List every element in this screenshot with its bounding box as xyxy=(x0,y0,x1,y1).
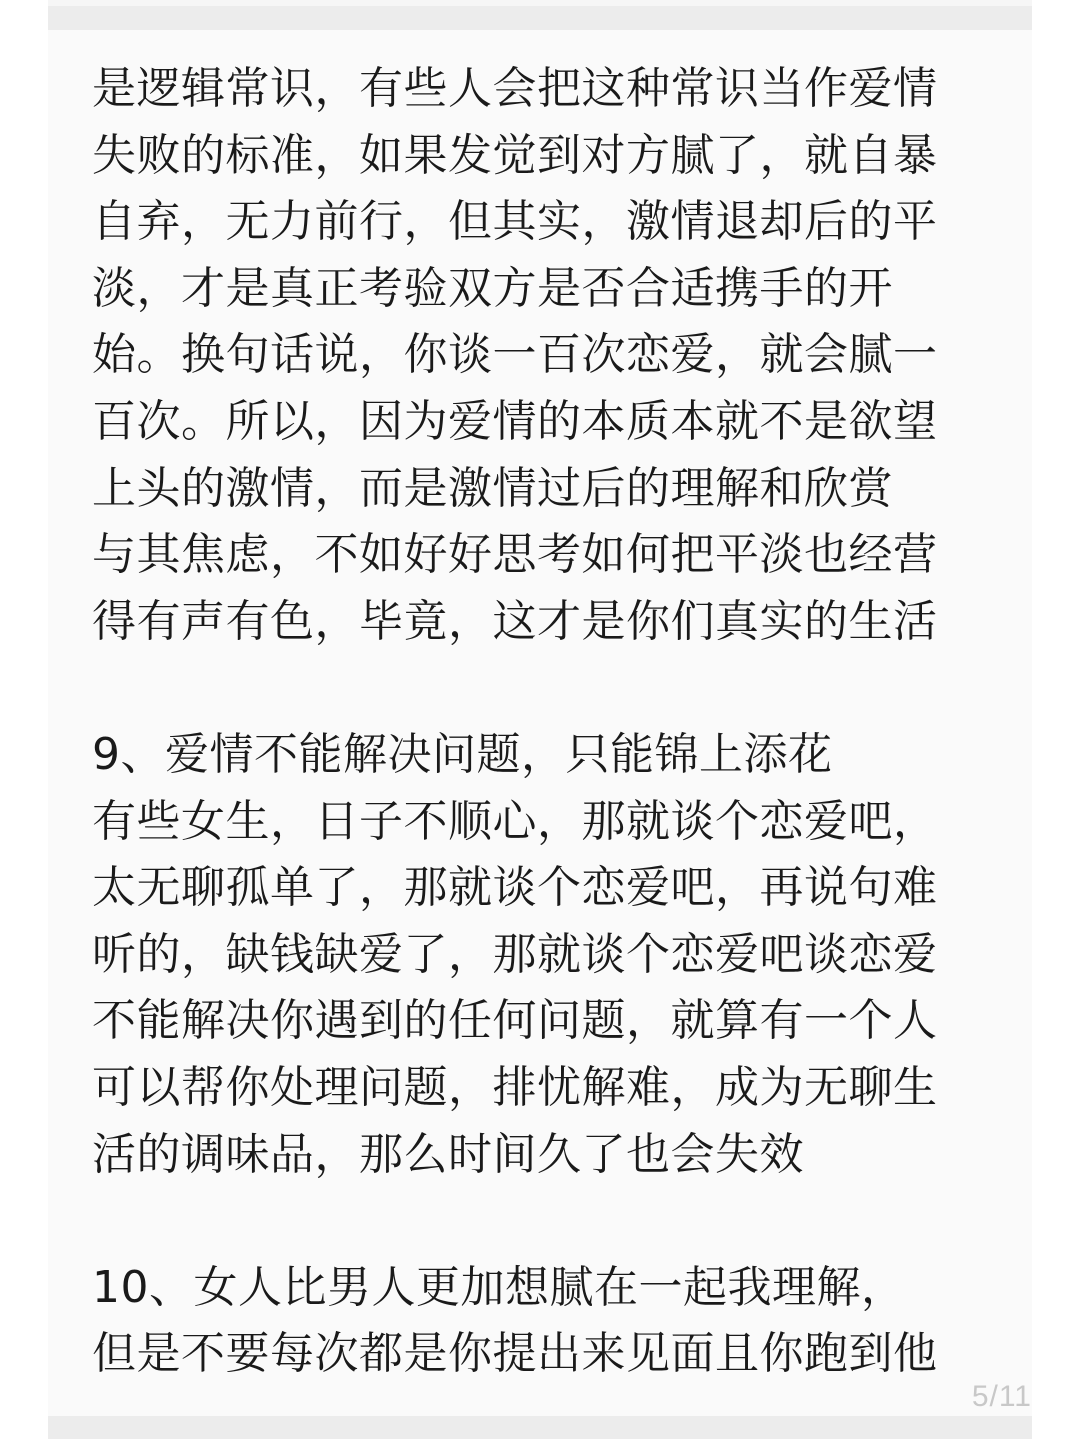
section-10-heading: 10、女人比男人更加想腻在一起我理解， xyxy=(92,1261,906,1313)
text-line: 有些女生，日子不顺心，那就谈个恋爱吧， xyxy=(92,795,938,847)
page-indicator: 5/11 xyxy=(971,1380,1032,1413)
text-line: 但是不要每次都是你提出来见面且你跑到他 xyxy=(92,1328,938,1380)
section-9 xyxy=(92,722,992,1188)
text-line: 是逻辑常识，有些人会把这种常识当作爱情 xyxy=(92,63,938,114)
text-line: 自弃，无力前行，但其实，激情退却后的平 xyxy=(92,196,938,248)
text-line: 不能解决你遇到的任何问题，就算有一个人 xyxy=(92,995,938,1047)
text-line: 始。换句话说，你谈一百次恋爱，就会腻一 xyxy=(92,329,938,381)
bottom-bar xyxy=(48,1416,1032,1439)
text-line: 与其焦虑，不如好好思考如何把平淡也经营 xyxy=(92,529,938,581)
paragraph-a xyxy=(92,56,992,655)
paragraph-gap xyxy=(92,1188,992,1255)
article-page[interactable] xyxy=(48,30,1032,1416)
text-line: 太无聊孤单了，那就谈个恋爱吧，再说句难 xyxy=(92,862,938,914)
text-line: 百次。所以，因为爱情的本质本就不是欲望 xyxy=(92,395,938,447)
top-bar xyxy=(48,0,1032,30)
text-line: 活的调味品，那么时间久了也会失效 xyxy=(92,1128,804,1180)
article-content xyxy=(92,56,992,1388)
text-line: 失败的标准，如果发觉到对方腻了，就自暴 xyxy=(92,129,938,181)
text-line: 淡，才是真正考验双方是否合适携手的开 xyxy=(92,262,893,314)
text-line: 听的，缺钱缺爱了，那就谈个恋爱吧谈恋爱 xyxy=(92,928,938,980)
paragraph-gap xyxy=(92,655,992,722)
section-9-heading: 9、爱情不能解决问题，只能锦上添花 xyxy=(92,728,833,780)
section-10 xyxy=(92,1255,992,1388)
text-line: 可以帮你处理问题，排忧解难，成为无聊生 xyxy=(92,1061,938,1113)
text-line: 上头的激情，而是激情过后的理解和欣赏 xyxy=(92,462,893,514)
text-line: 得有声有色，毕竟，这才是你们真实的生活 xyxy=(92,595,938,647)
top-bar-edge xyxy=(48,0,1032,6)
